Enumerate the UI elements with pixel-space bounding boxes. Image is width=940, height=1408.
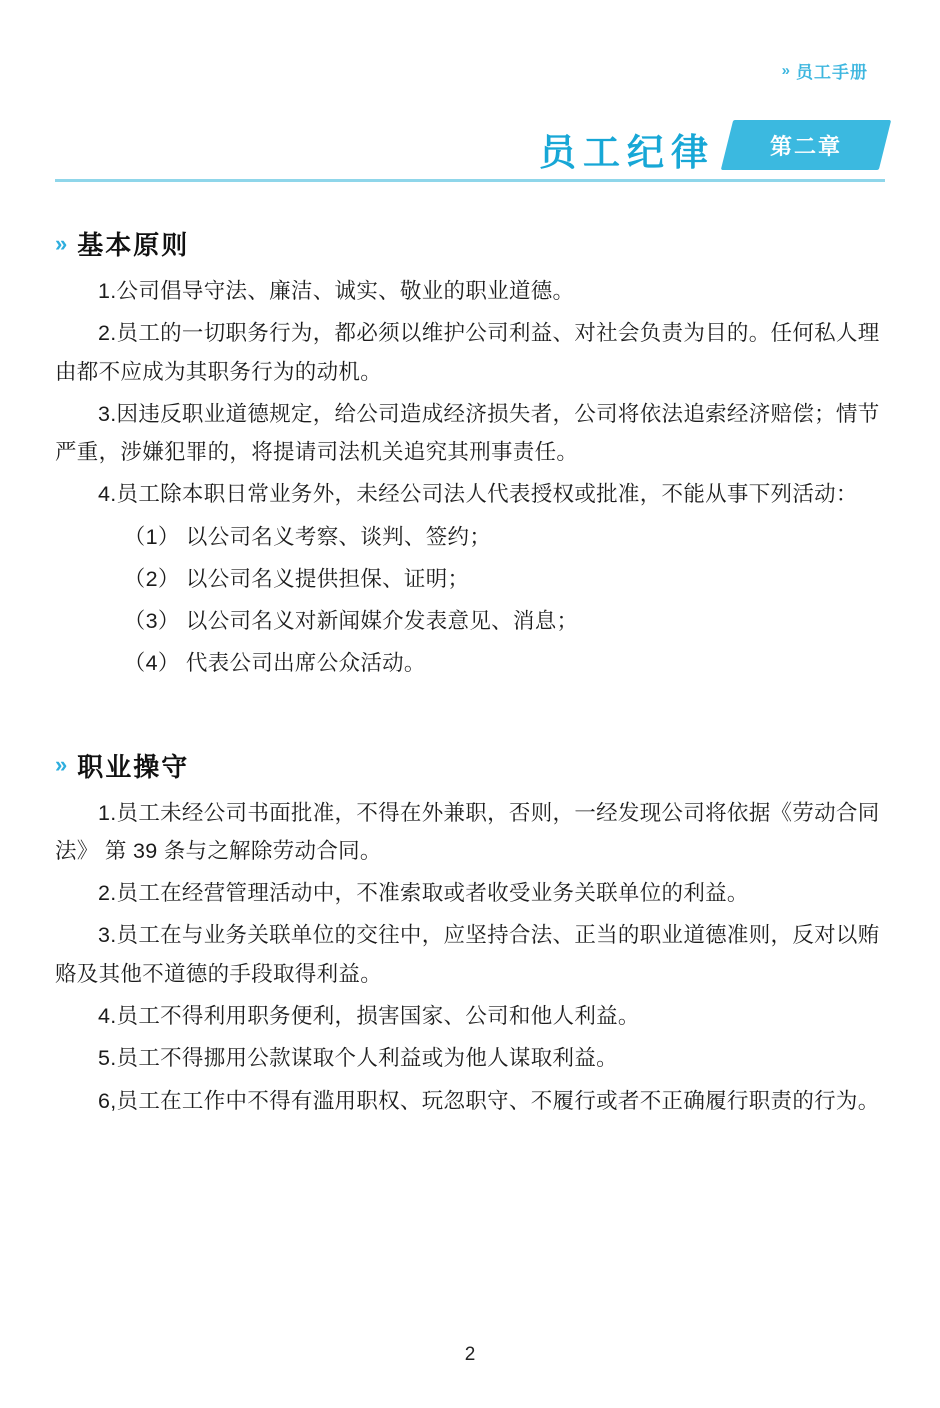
section-basic-principles: [55, 225, 885, 683]
page-title: 员工纪律: [539, 132, 715, 173]
running-header-title: 员工手册: [796, 63, 868, 82]
section-professional-ethics: [55, 747, 885, 1120]
document-body: [55, 205, 885, 1138]
section-spacer: [55, 701, 885, 727]
list-item: （3） 以公司名义对新闻媒介发表意见、消息；: [123, 609, 579, 634]
paragraph: 6,员工在工作中不得有滥用职权、玩忽职守、不履行或者不正确履行职责的行为。: [98, 1088, 880, 1113]
chevron-double-right-icon: »: [55, 230, 63, 256]
title-divider: [55, 179, 885, 182]
paragraph: 3.因违反职业道德规定，给公司造成经济损失者，公司将依法追索经济赔偿；情节严重，涉嫌犯罪的，将提请司法机关追究其刑事责任。: [55, 401, 880, 465]
list-item: （1） 以公司名义考察、谈判、签约；: [123, 524, 492, 549]
section-heading: [55, 225, 885, 262]
chevron-double-right-icon: »: [781, 62, 786, 79]
paragraph: 5.员工不得挪用公款谋取个人利益或为他人谋取利益。: [98, 1046, 618, 1071]
paragraph: 1.公司倡导守法、廉洁、诚实、敬业的职业道德。: [98, 279, 575, 303]
paragraph: 4.员工除本职日常业务外，未经公司法人代表授权或批准，不能从事下列活动：: [98, 482, 858, 507]
running-header: [782, 58, 868, 83]
chapter-title-band: [55, 120, 885, 182]
chevron-double-right-icon: »: [55, 752, 63, 778]
list-item: （2） 以公司名义提供担保、证明；: [123, 566, 470, 591]
chapter-tag-label: 第二章: [769, 133, 842, 159]
section-heading-label: 基本原则: [77, 230, 190, 260]
page-number: 2: [464, 1344, 476, 1365]
paragraph: 1.员工未经公司书面批准，不得在外兼职，否则，一经发现公司将依据《劳动合同法》 第 39 条与之解除劳动合同。: [55, 800, 880, 863]
section-heading-label: 职业操守: [77, 751, 190, 782]
paragraph: 2.员工的一切职务行为，都必须以维护公司利益、对社会负责为目的。任何私人理由都不应成为其职务行为的动机。: [55, 321, 880, 384]
section-heading: [55, 747, 885, 784]
paragraph: 2.员工在经营管理活动中，不准索取或者收受业务关联单位的利益。: [98, 881, 749, 906]
list-item: （4） 代表公司出席公众活动。: [123, 651, 426, 676]
paragraph: 3.员工在与业务关联单位的交往中，应坚持合法、正当的职业道德准则，反对以贿赂及其他不道德的手段取得利益。: [55, 923, 880, 986]
paragraph: 4.员工不得利用职务便利，损害国家、公司和他人利益。: [98, 1003, 640, 1028]
